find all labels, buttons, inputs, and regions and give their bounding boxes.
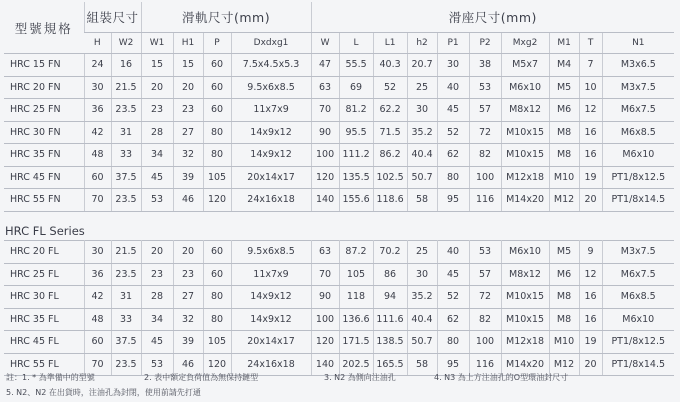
table-cell: 140 — [311, 189, 339, 212]
column-header: H1 — [173, 33, 203, 54]
table-cell: 45 — [141, 166, 173, 189]
model-cell: HRC 45 FL — [4, 331, 84, 354]
table-cell: 90 — [311, 121, 339, 144]
fn-table-body — [4, 54, 674, 212]
table-cell: 14x9x12 — [231, 286, 311, 309]
table-cell: PT1/8x12.5 — [602, 331, 674, 354]
table-cell: M12 — [549, 353, 579, 376]
table-cell: 9 — [579, 241, 602, 264]
table-cell: 32 — [173, 308, 203, 331]
table-cell: 116 — [469, 189, 501, 212]
table-cell: 70 — [84, 189, 111, 212]
table-cell: 34 — [141, 308, 173, 331]
table-cell: 30 — [84, 76, 111, 99]
table-cell: 23.5 — [111, 189, 141, 212]
table-cell: 80 — [203, 144, 231, 167]
table-cell: M8 — [549, 144, 579, 167]
column-header: P — [203, 33, 231, 54]
table-cell: M8 — [549, 308, 579, 331]
table-cell: 16 — [579, 308, 602, 331]
table-cell: 35.2 — [407, 121, 437, 144]
table-cell: 30 — [407, 99, 437, 122]
table-cell: 11x7x9 — [231, 263, 311, 286]
table-cell: M10x15 — [501, 121, 549, 144]
column-header: H — [84, 33, 111, 54]
table-cell: M10x15 — [501, 286, 549, 309]
table-cell: M8 — [549, 286, 579, 309]
table-cell: M6x10 — [602, 308, 674, 331]
footnote-line-2: 5. N2、N2 在出貨時，注油孔為封閉，使用前請先打通 — [6, 388, 201, 397]
table-cell: 33 — [111, 144, 141, 167]
column-header: L — [339, 33, 373, 54]
table-cell: PT1/8x12.5 — [602, 166, 674, 189]
table-cell: 58 — [407, 189, 437, 212]
table-row — [4, 241, 674, 264]
table-cell: 53 — [141, 189, 173, 212]
table-cell: 25 — [407, 241, 437, 264]
table-cell: 47 — [311, 54, 339, 77]
model-cell: HRC 30 FL — [4, 286, 84, 309]
table-cell: 52 — [437, 286, 469, 309]
table-cell: 72 — [469, 121, 501, 144]
table-cell: 24x16x18 — [231, 353, 311, 376]
table-cell: 120 — [203, 189, 231, 212]
table-cell: 21.5 — [111, 76, 141, 99]
table-cell: 33 — [111, 308, 141, 331]
table-cell: 14x9x12 — [231, 121, 311, 144]
table-cell: 20 — [579, 189, 602, 212]
model-cell: HRC 20 FL — [4, 241, 84, 264]
table-cell: 118 — [339, 286, 373, 309]
table-cell: 80 — [203, 308, 231, 331]
table-cell: M6x10 — [501, 76, 549, 99]
table-cell: 23.5 — [111, 263, 141, 286]
table-row — [4, 286, 674, 309]
table-cell: 32 — [173, 144, 203, 167]
table-cell: 140 — [311, 353, 339, 376]
table-cell: 45 — [141, 331, 173, 354]
table-cell: 53 — [469, 76, 501, 99]
table-cell: 105 — [339, 263, 373, 286]
table-cell: 80 — [437, 331, 469, 354]
fn-series-table — [4, 2, 674, 212]
table-cell: 24x16x18 — [231, 189, 311, 212]
table-cell: M6x10 — [501, 241, 549, 264]
table-cell: M6x8.5 — [602, 121, 674, 144]
table-cell: 40.4 — [407, 308, 437, 331]
table-cell: 35.2 — [407, 286, 437, 309]
assembly-dimensions-header: 組裝尺寸 — [84, 2, 141, 33]
table-cell: 20x14x17 — [231, 331, 311, 354]
table-cell: 19 — [579, 331, 602, 354]
table-cell: 40.3 — [373, 54, 407, 77]
table-row — [4, 121, 674, 144]
footnote: 註：1. * 為準備中的型號 — [6, 373, 95, 382]
rail-dimensions-header: 滑軌尺寸(mm) — [141, 2, 311, 33]
table-cell: 48 — [84, 308, 111, 331]
table-cell: M6x7.5 — [602, 99, 674, 122]
table-cell: 25 — [407, 76, 437, 99]
table-cell: M3x7.5 — [602, 76, 674, 99]
table-cell: 27 — [173, 286, 203, 309]
table-cell: 120 — [311, 166, 339, 189]
table-cell: 36 — [84, 99, 111, 122]
table-cell: 37.5 — [111, 331, 141, 354]
table-cell: 95 — [437, 353, 469, 376]
footnote: 3. N2 為側向注油孔 — [324, 373, 396, 382]
column-header: N1 — [602, 33, 674, 54]
table-cell: 31 — [111, 286, 141, 309]
fl-series-title: HRC FL Series — [5, 224, 85, 238]
column-header: W — [311, 33, 339, 54]
table-cell: 9.5x6x8.5 — [231, 76, 311, 99]
table-cell: 105 — [203, 331, 231, 354]
model-cell: HRC 25 FN — [4, 99, 84, 122]
table-cell: 23.5 — [111, 353, 141, 376]
table-cell: M14x20 — [501, 189, 549, 212]
table-cell: M6x10 — [602, 144, 674, 167]
table-cell: 82 — [469, 308, 501, 331]
table-row — [4, 54, 674, 77]
table-cell: 37.5 — [111, 166, 141, 189]
table-cell: 16 — [579, 121, 602, 144]
table-cell: 202.5 — [339, 353, 373, 376]
table-cell: 86 — [373, 263, 407, 286]
table-cell: M6x8.5 — [602, 286, 674, 309]
table-cell: 20 — [173, 76, 203, 99]
table-cell: 80 — [203, 121, 231, 144]
table-cell: M10x15 — [501, 144, 549, 167]
table-cell: 15 — [173, 54, 203, 77]
table-cell: M12 — [549, 189, 579, 212]
column-header: Dxdxg1 — [231, 33, 311, 54]
table-cell: M10x15 — [501, 308, 549, 331]
fl-table-body — [4, 241, 674, 376]
table-cell: 28 — [141, 121, 173, 144]
table-cell: 16 — [579, 286, 602, 309]
table-cell: 69 — [339, 76, 373, 99]
table-cell: M10 — [549, 331, 579, 354]
table-row — [4, 308, 674, 331]
table-cell: 138.5 — [373, 331, 407, 354]
table-cell: PT1/8x14.5 — [602, 189, 674, 212]
table-cell: 30 — [407, 263, 437, 286]
table-cell: M5 — [549, 76, 579, 99]
model-cell: HRC 20 FN — [4, 76, 84, 99]
header-row-columns — [4, 33, 674, 54]
table-row — [4, 76, 674, 99]
table-cell: 60 — [203, 76, 231, 99]
table-cell: 100 — [311, 144, 339, 167]
table-cell: M5x7 — [501, 54, 549, 77]
table-cell: 10 — [579, 76, 602, 99]
table-row — [4, 331, 674, 354]
column-header: W1 — [141, 33, 173, 54]
table-cell: M6x7.5 — [602, 263, 674, 286]
table-cell: 116 — [469, 353, 501, 376]
table-row — [4, 99, 674, 122]
table-cell: M3x7.5 — [602, 241, 674, 264]
table-cell: 100 — [469, 331, 501, 354]
table-cell: 20 — [141, 76, 173, 99]
table-cell: 12 — [579, 99, 602, 122]
table-cell: 46 — [173, 353, 203, 376]
table-cell: 23 — [173, 263, 203, 286]
table-cell: 111.6 — [373, 308, 407, 331]
table-cell: M6 — [549, 99, 579, 122]
table-cell: 105 — [203, 166, 231, 189]
table-cell: 20x14x17 — [231, 166, 311, 189]
table-cell: M3x6.5 — [602, 54, 674, 77]
slider-dimensions-header: 滑座尺寸(mm) — [311, 2, 674, 33]
table-cell: 40 — [437, 76, 469, 99]
table-cell: 38 — [469, 54, 501, 77]
table-cell: M8 — [549, 121, 579, 144]
table-cell: 45 — [437, 99, 469, 122]
table-cell: 71.5 — [373, 121, 407, 144]
model-cell: HRC 25 FL — [4, 263, 84, 286]
table-cell: M14x20 — [501, 353, 549, 376]
table-cell: 23 — [141, 263, 173, 286]
table-cell: 60 — [203, 99, 231, 122]
table-cell: 57 — [469, 263, 501, 286]
table-cell: 95 — [437, 189, 469, 212]
table-cell: 90 — [311, 286, 339, 309]
column-header: L1 — [373, 33, 407, 54]
table-cell: 23.5 — [111, 99, 141, 122]
table-cell: 118.6 — [373, 189, 407, 212]
table-cell: 53 — [141, 353, 173, 376]
column-header: P1 — [437, 33, 469, 54]
table-row — [4, 189, 674, 212]
table-cell: 60 — [84, 166, 111, 189]
table-cell: M8x12 — [501, 263, 549, 286]
model-cell: HRC 15 FN — [4, 54, 84, 77]
table-cell: 100 — [469, 166, 501, 189]
table-cell: 42 — [84, 286, 111, 309]
table-cell: 45 — [437, 263, 469, 286]
table-cell: PT1/8x14.5 — [602, 353, 674, 376]
footnote: 2. 表中額定負荷值為無保持鏈型 — [144, 373, 259, 382]
column-header: W2 — [111, 33, 141, 54]
table-cell: 62 — [437, 144, 469, 167]
table-cell: 52 — [437, 121, 469, 144]
table-cell: 60 — [203, 263, 231, 286]
table-cell: 24 — [84, 54, 111, 77]
table-cell: 57 — [469, 99, 501, 122]
table-cell: 52 — [373, 76, 407, 99]
table-cell: 21.5 — [111, 241, 141, 264]
table-cell: 20 — [579, 353, 602, 376]
table-cell: 70 — [311, 99, 339, 122]
table-cell: 31 — [111, 121, 141, 144]
table-cell: 80 — [203, 286, 231, 309]
table-cell: 70.2 — [373, 241, 407, 264]
table-cell: 70 — [84, 353, 111, 376]
table-cell: 20 — [173, 241, 203, 264]
table-cell: 72 — [469, 286, 501, 309]
table-cell: 20.7 — [407, 54, 437, 77]
header-row-groups — [4, 2, 674, 33]
table-cell: 48 — [84, 144, 111, 167]
table-cell: 39 — [173, 331, 203, 354]
table-cell: 82 — [469, 144, 501, 167]
table-cell: 7 — [579, 54, 602, 77]
table-cell: 34 — [141, 144, 173, 167]
table-cell: 55.5 — [339, 54, 373, 77]
model-cell: HRC 30 FN — [4, 121, 84, 144]
table-cell: 40.4 — [407, 144, 437, 167]
model-cell: HRC 45 FN — [4, 166, 84, 189]
table-cell: 16 — [111, 54, 141, 77]
model-cell: HRC 55 FN — [4, 189, 84, 212]
table-cell: 120 — [311, 331, 339, 354]
table-cell: 171.5 — [339, 331, 373, 354]
table-cell: 15 — [141, 54, 173, 77]
table-cell: 28 — [141, 286, 173, 309]
table-cell: M5 — [549, 241, 579, 264]
table-cell: 95.5 — [339, 121, 373, 144]
table-cell: 111.2 — [339, 144, 373, 167]
table-cell: 120 — [203, 353, 231, 376]
footnote: 4. N3 為上方注油孔的O型環油封尺寸 — [434, 373, 569, 382]
table-cell: 94 — [373, 286, 407, 309]
model-cell: HRC 55 FL — [4, 353, 84, 376]
table-cell: 80 — [437, 166, 469, 189]
table-cell: 63 — [311, 241, 339, 264]
table-cell: 136.6 — [339, 308, 373, 331]
table-cell: 7.5x4.5x5.3 — [231, 54, 311, 77]
column-header: Mxg2 — [501, 33, 549, 54]
table-cell: 58 — [407, 353, 437, 376]
table-cell: 30 — [84, 241, 111, 264]
table-cell: 135.5 — [339, 166, 373, 189]
table-cell: 9.5x6x8.5 — [231, 241, 311, 264]
table-cell: 62.2 — [373, 99, 407, 122]
column-header: M1 — [549, 33, 579, 54]
table-cell: 39 — [173, 166, 203, 189]
table-cell: 60 — [203, 241, 231, 264]
table-cell: 27 — [173, 121, 203, 144]
column-header: h2 — [407, 33, 437, 54]
table-cell: M12x18 — [501, 166, 549, 189]
model-cell: HRC 35 FN — [4, 144, 84, 167]
table-cell: 60 — [203, 54, 231, 77]
table-cell: 62 — [437, 308, 469, 331]
table-cell: 60 — [84, 331, 111, 354]
table-cell: M8x12 — [501, 99, 549, 122]
table-cell: 102.5 — [373, 166, 407, 189]
fl-series-table — [4, 240, 674, 376]
table-cell: 40 — [437, 241, 469, 264]
table-row — [4, 144, 674, 167]
table-cell: 100 — [311, 308, 339, 331]
table-cell: 50.7 — [407, 166, 437, 189]
column-header: P2 — [469, 33, 501, 54]
table-cell: 36 — [84, 263, 111, 286]
table-cell: 42 — [84, 121, 111, 144]
column-header: T — [579, 33, 602, 54]
table-cell: 23 — [173, 99, 203, 122]
table-cell: M10 — [549, 166, 579, 189]
table-cell: M6 — [549, 263, 579, 286]
table-cell: 70 — [311, 263, 339, 286]
table-cell: 155.6 — [339, 189, 373, 212]
table-cell: 86.2 — [373, 144, 407, 167]
table-cell: 53 — [469, 241, 501, 264]
model-header: 型號規格 — [4, 2, 84, 54]
table-cell: 87.2 — [339, 241, 373, 264]
table-cell: 81.2 — [339, 99, 373, 122]
table-cell: 46 — [173, 189, 203, 212]
table-cell: 16 — [579, 144, 602, 167]
table-cell: M12x18 — [501, 331, 549, 354]
table-cell: 165.5 — [373, 353, 407, 376]
table-cell: 63 — [311, 76, 339, 99]
table-row — [4, 166, 674, 189]
table-cell: 14x9x12 — [231, 308, 311, 331]
table-cell: 19 — [579, 166, 602, 189]
table-cell: M4 — [549, 54, 579, 77]
table-row — [4, 263, 674, 286]
table-cell: 23 — [141, 99, 173, 122]
model-cell: HRC 35 FL — [4, 308, 84, 331]
table-cell: 20 — [141, 241, 173, 264]
table-cell: 30 — [437, 54, 469, 77]
table-cell: 12 — [579, 263, 602, 286]
table-cell: 50.7 — [407, 331, 437, 354]
table-cell: 11x7x9 — [231, 99, 311, 122]
table-cell: 14x9x12 — [231, 144, 311, 167]
